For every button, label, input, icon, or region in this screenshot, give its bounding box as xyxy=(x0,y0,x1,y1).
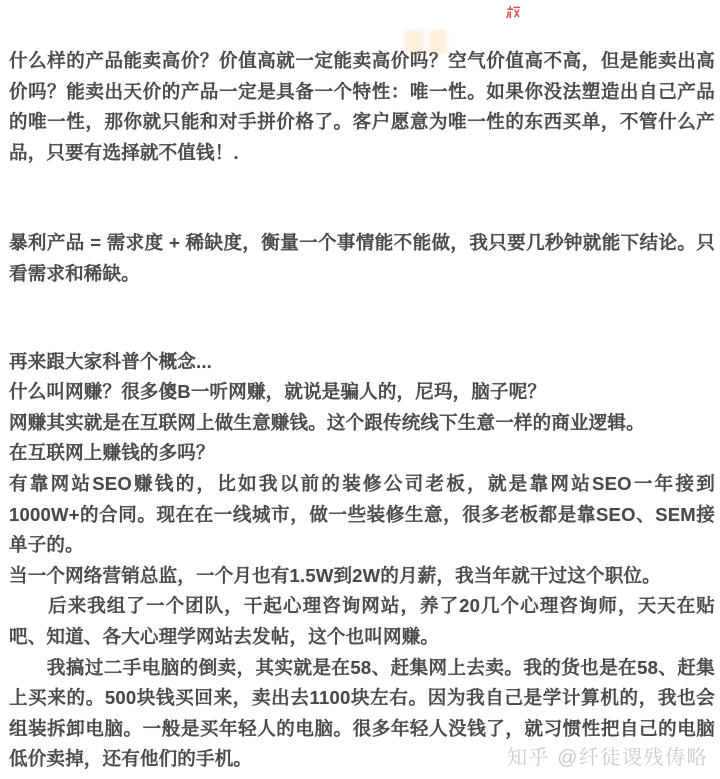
paragraph-what-is-wangzhuan: 什么叫网赚？很多傻B一听网赚，就说是骗人的，尼玛，脑子呢？ xyxy=(9,381,547,403)
paragraph-profit-formula: 暴利产品 = 需求度 + 稀缺度，衡量一个事情能不能做，我只要几秒钟就能下结论。只看需求和稀缺。 xyxy=(9,232,715,284)
red-stamp-icon xyxy=(506,4,521,20)
paragraph-psychology-team: 后来我组了一个团队，干起心理咨询网站，养了20几个心理咨询师，天天在贴吧、知道、各大心理学网站去发帖，这个也叫网赚。 xyxy=(9,595,715,647)
paragraph-question-many: 在互联网上赚钱的多吗？ xyxy=(9,442,215,464)
paragraph-seo-example: 有靠网站SEO赚钱的，比如我以前的装修公司老板，就是靠网站SEO一年接到1000W+的合同。现在在一线城市，做一些装修生意，很多老板都是靠SEO、SEM接单子的。 xyxy=(9,472,715,556)
red-stamp-strokes xyxy=(507,6,520,17)
paragraph-marketing-director: 当一个网络营销总监，一个月也有1.5W到2W的月薪，我当年就干过这个职位。 xyxy=(9,564,661,586)
paragraph-wangzhuan-definition: 网赚其实就是在互联网上做生意赚钱。这个跟传统线下生意一样的商业逻辑。 xyxy=(9,411,645,433)
paragraph-product-high-price: 什么样的产品能卖高价？价值高就一定能卖高价吗？空气价值高不高，但是能卖出高价吗？能卖出天价的产品一定是具备一个特性：唯一性。如果你没法塑造出自己产品的唯一性，那你就只能和对手拼价格了。客户愿意为唯一性的东西买单，不管什么产品，只要有选择就不值钱！. xyxy=(9,50,715,163)
article-body xyxy=(9,46,715,775)
zhihu-user-watermark: 知乎 @纤徒谡残俦略 xyxy=(507,747,708,769)
paragraph-concept-intro: 再来跟大家科普个概念... xyxy=(9,350,213,372)
paragraph-secondhand-computers: 我搞过二手电脑的倒卖，其实就是在58、赶集网上去卖。我的货也是在58、赶集上买来的。500块钱买回来，卖出去1100块左右。因为我自己是学计算机的，我也会组装拆卸电脑。一般是买年轻人的电脑。很多年轻人没钱了，就习惯性把自己的电脑低价卖掉，还有他们的手机。 xyxy=(9,656,715,770)
